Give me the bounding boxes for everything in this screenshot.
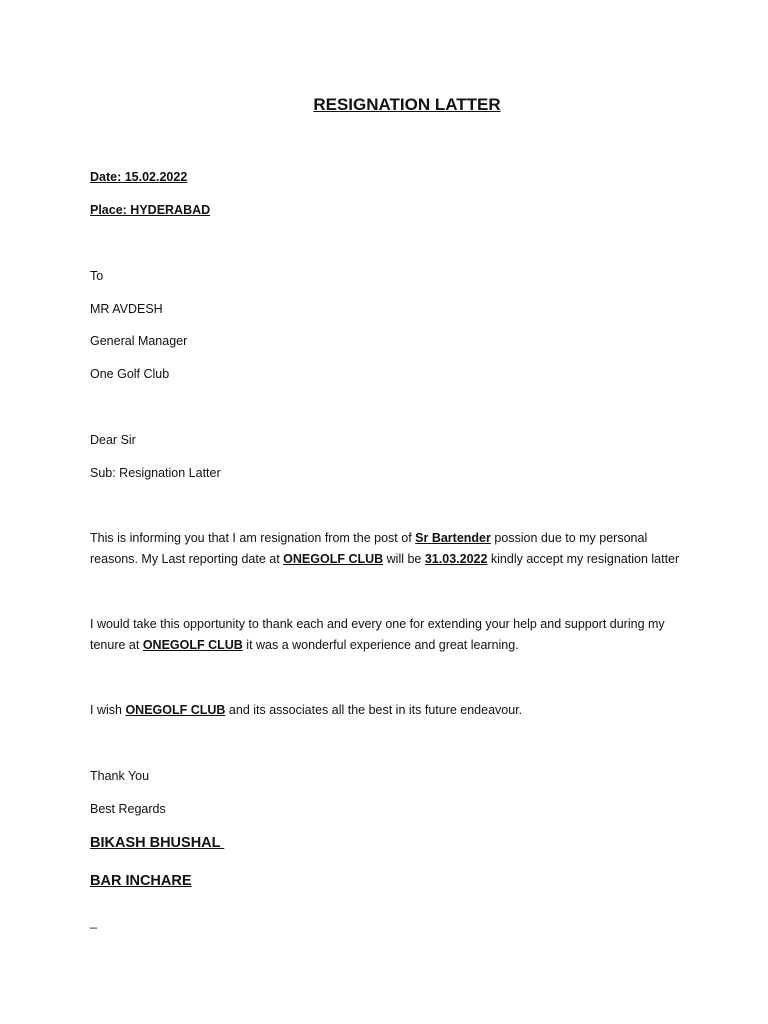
letter-title: RESIGNATION LATTER — [313, 95, 501, 114]
trailing-mark: _ — [90, 915, 97, 929]
club-name: ONEGOLF CLUB — [125, 703, 226, 717]
paragraph-resignation — [90, 528, 690, 569]
club-name: ONEGOLF CLUB — [142, 637, 243, 652]
paragraph-text: will be — [383, 551, 425, 566]
paragraph-thanks — [90, 614, 690, 655]
recipient-organization: One Golf Club — [90, 367, 170, 381]
closing-thanks: Thank You — [90, 769, 150, 783]
signature-position: BAR INCHARE — [90, 873, 192, 889]
subject-line: Sub: Resignation Latter — [90, 466, 221, 480]
last-date: 31.03.2022 — [424, 551, 488, 566]
recipient-name: MR AVDESH — [90, 302, 163, 316]
paragraph-wishes — [90, 700, 690, 721]
salutation: Dear Sir — [90, 433, 136, 447]
closing-regards: Best Regards — [90, 802, 166, 816]
paragraph-text: it was a wonderful experience and great learning. — [242, 637, 519, 652]
club-name: ONEGOLF CLUB — [283, 551, 384, 566]
paragraph-text: I wish — [90, 703, 126, 717]
paragraph-text: This is informing you that I am resignation from the post of — [90, 531, 416, 545]
signature-name: BIKASH BHUSHAL — [90, 835, 225, 851]
paragraph-text: possion due to my personal reasons. My Last reporting date at — [90, 531, 648, 566]
recipient-designation: General Manager — [90, 334, 188, 348]
recipient-to: To — [90, 269, 104, 283]
paragraph-text: and its associates all the best in its future endeavour. — [225, 703, 523, 717]
letter-place: Place: HYDERABAD — [90, 203, 211, 217]
paragraph-text: kindly accept my resignation latter — [487, 551, 680, 566]
paragraph-text: I would take this opportunity to thank each and every one for extending your help and support during my tenure at — [90, 617, 665, 652]
letter-date: Date: 15.02.2022 — [90, 170, 188, 184]
post-title: Sr Bartender — [415, 531, 491, 545]
